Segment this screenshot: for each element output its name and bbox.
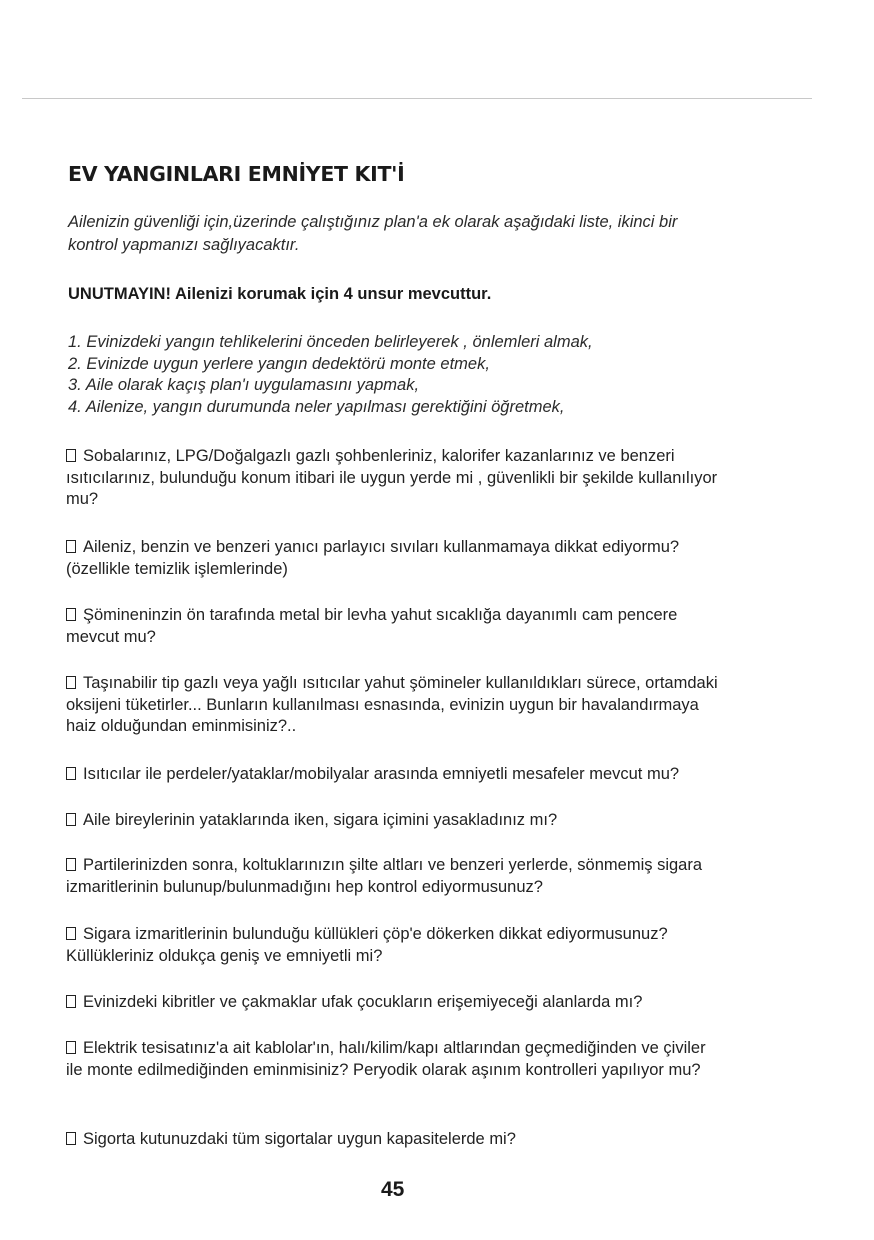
checklist-item xyxy=(66,605,726,648)
checklist-item xyxy=(66,764,726,786)
checkbox-icon[interactable] xyxy=(66,858,76,871)
checklist-item-text: Aileniz, benzin ve benzeri yanıcı parlayıcı sıvıları kullanmamaya dikkat ediyormu? (özellikle temizlik işlemlerinde) xyxy=(66,538,680,578)
checklist-item-text: Elektrik tesisatınız'a ait kablolar'ın, halı/kilim/kapı altlarından geçmediğinden ve çiviler ile monte edilmediğinden eminmisiniz? Peryodik olarak aşınım kontrolleri yapılıyor mu? xyxy=(66,1039,706,1079)
list-item: 4. Ailenize, yangın durumunda neler yapılması gerektiğini öğretmek, xyxy=(68,397,565,416)
checkbox-icon[interactable] xyxy=(66,927,76,940)
checklist-item-text: Taşınabilir tip gazlı veya yağlı ısıtıcılar yahut şömineler kullanıldıkları sürece, ortamdaki oksijeni tüketirler... Bunların kullanılması esnasında, evinizin uygun bir havalandırmaya haiz olduğundan eminmisiniz?.. xyxy=(66,674,718,735)
checklist-item xyxy=(66,673,726,738)
checklist-item-text: Evinizdeki kibritler ve çakmaklar ufak çocukların erişemiyeceği alanlarda mı? xyxy=(83,993,643,1011)
checklist-item-text: Aile bireylerinin yataklarında iken, sigara içimini yasakladınız mı? xyxy=(83,811,558,829)
checkbox-icon[interactable] xyxy=(66,676,76,689)
page-title: EV YANGINLARI EMNİYET KIT'İ xyxy=(68,162,405,186)
checklist-item-text: Sigara izmaritlerinin bulunduğu küllükleri çöp'e dökerken dikkat ediyormusunuz? Küllükleriniz oldukça geniş ve emniyetli mi? xyxy=(66,925,668,965)
checkbox-icon[interactable] xyxy=(66,995,76,1008)
intro-text: Ailenizin güvenliği için,üzerinde çalıştığınız plan'a ek olarak aşağıdaki liste, ikinci bir kontrol yapmanızı sağlıyacaktır. xyxy=(68,213,678,254)
top-rule xyxy=(22,98,812,99)
checklist-item xyxy=(66,924,726,967)
checklist-item-text: Sobalarınız, LPG/Doğalgazlı gazlı şohbenleriniz, kalorifer kazanlarınız ve benzeri ısıtıcılarınız, bulunduğu konum itibari ile uygun yerde mi , güvenlikli bir şekilde kullanılıyor mu? xyxy=(66,447,718,508)
list-item: 1. Evinizdeki yangın tehlikelerini önceden belirleyerek , önlemleri almak, xyxy=(68,333,593,351)
checkbox-icon[interactable] xyxy=(66,813,76,826)
elements-list xyxy=(68,332,593,418)
checklist-item-text: Sigorta kutunuzdaki tüm sigortalar uygun kapasitelerde mi? xyxy=(83,1130,516,1148)
checkbox-icon[interactable] xyxy=(66,540,76,553)
checklist-item xyxy=(66,855,726,898)
checklist-item xyxy=(66,446,726,511)
checkbox-icon[interactable] xyxy=(66,1041,76,1054)
checklist-item-text: Partilerinizden sonra, koltuklarınızın şilte altları ve benzeri yerlerde, sönmemiş sigara izmaritlerinin bulunup/bulunmadığını hep kontrol ediyormusunuz? xyxy=(66,856,703,896)
checklist-item-text: Isıtıcılar ile perdeler/yataklar/mobilyalar arasında emniyetli mesafeler mevcut mu? xyxy=(83,765,680,783)
list-item: 2. Evinizde uygun yerlere yangın dedektörü monte etmek, xyxy=(68,354,490,373)
checkbox-icon[interactable] xyxy=(66,449,76,462)
checkbox-icon[interactable] xyxy=(66,608,76,621)
checkbox-icon[interactable] xyxy=(66,767,76,780)
checkbox-icon[interactable] xyxy=(66,1132,76,1145)
checklist-item xyxy=(66,810,726,832)
page-number: 45 xyxy=(381,1178,405,1201)
list-item: 3. Aile olarak kaçış plan'ı uygulamasını yapmak, xyxy=(68,376,420,394)
remember-heading: UNUTMAYIN! Ailenizi korumak için 4 unsur mevcuttur. xyxy=(68,285,492,303)
checklist-item-text: Şömineninzin ön tarafında metal bir levha yahut sıcaklığa dayanımlı cam pencere mevcut mu? xyxy=(66,606,678,646)
checklist-item xyxy=(66,537,726,580)
checklist-item xyxy=(66,992,726,1014)
checklist-item xyxy=(66,1129,726,1151)
checklist-item xyxy=(66,1038,726,1081)
